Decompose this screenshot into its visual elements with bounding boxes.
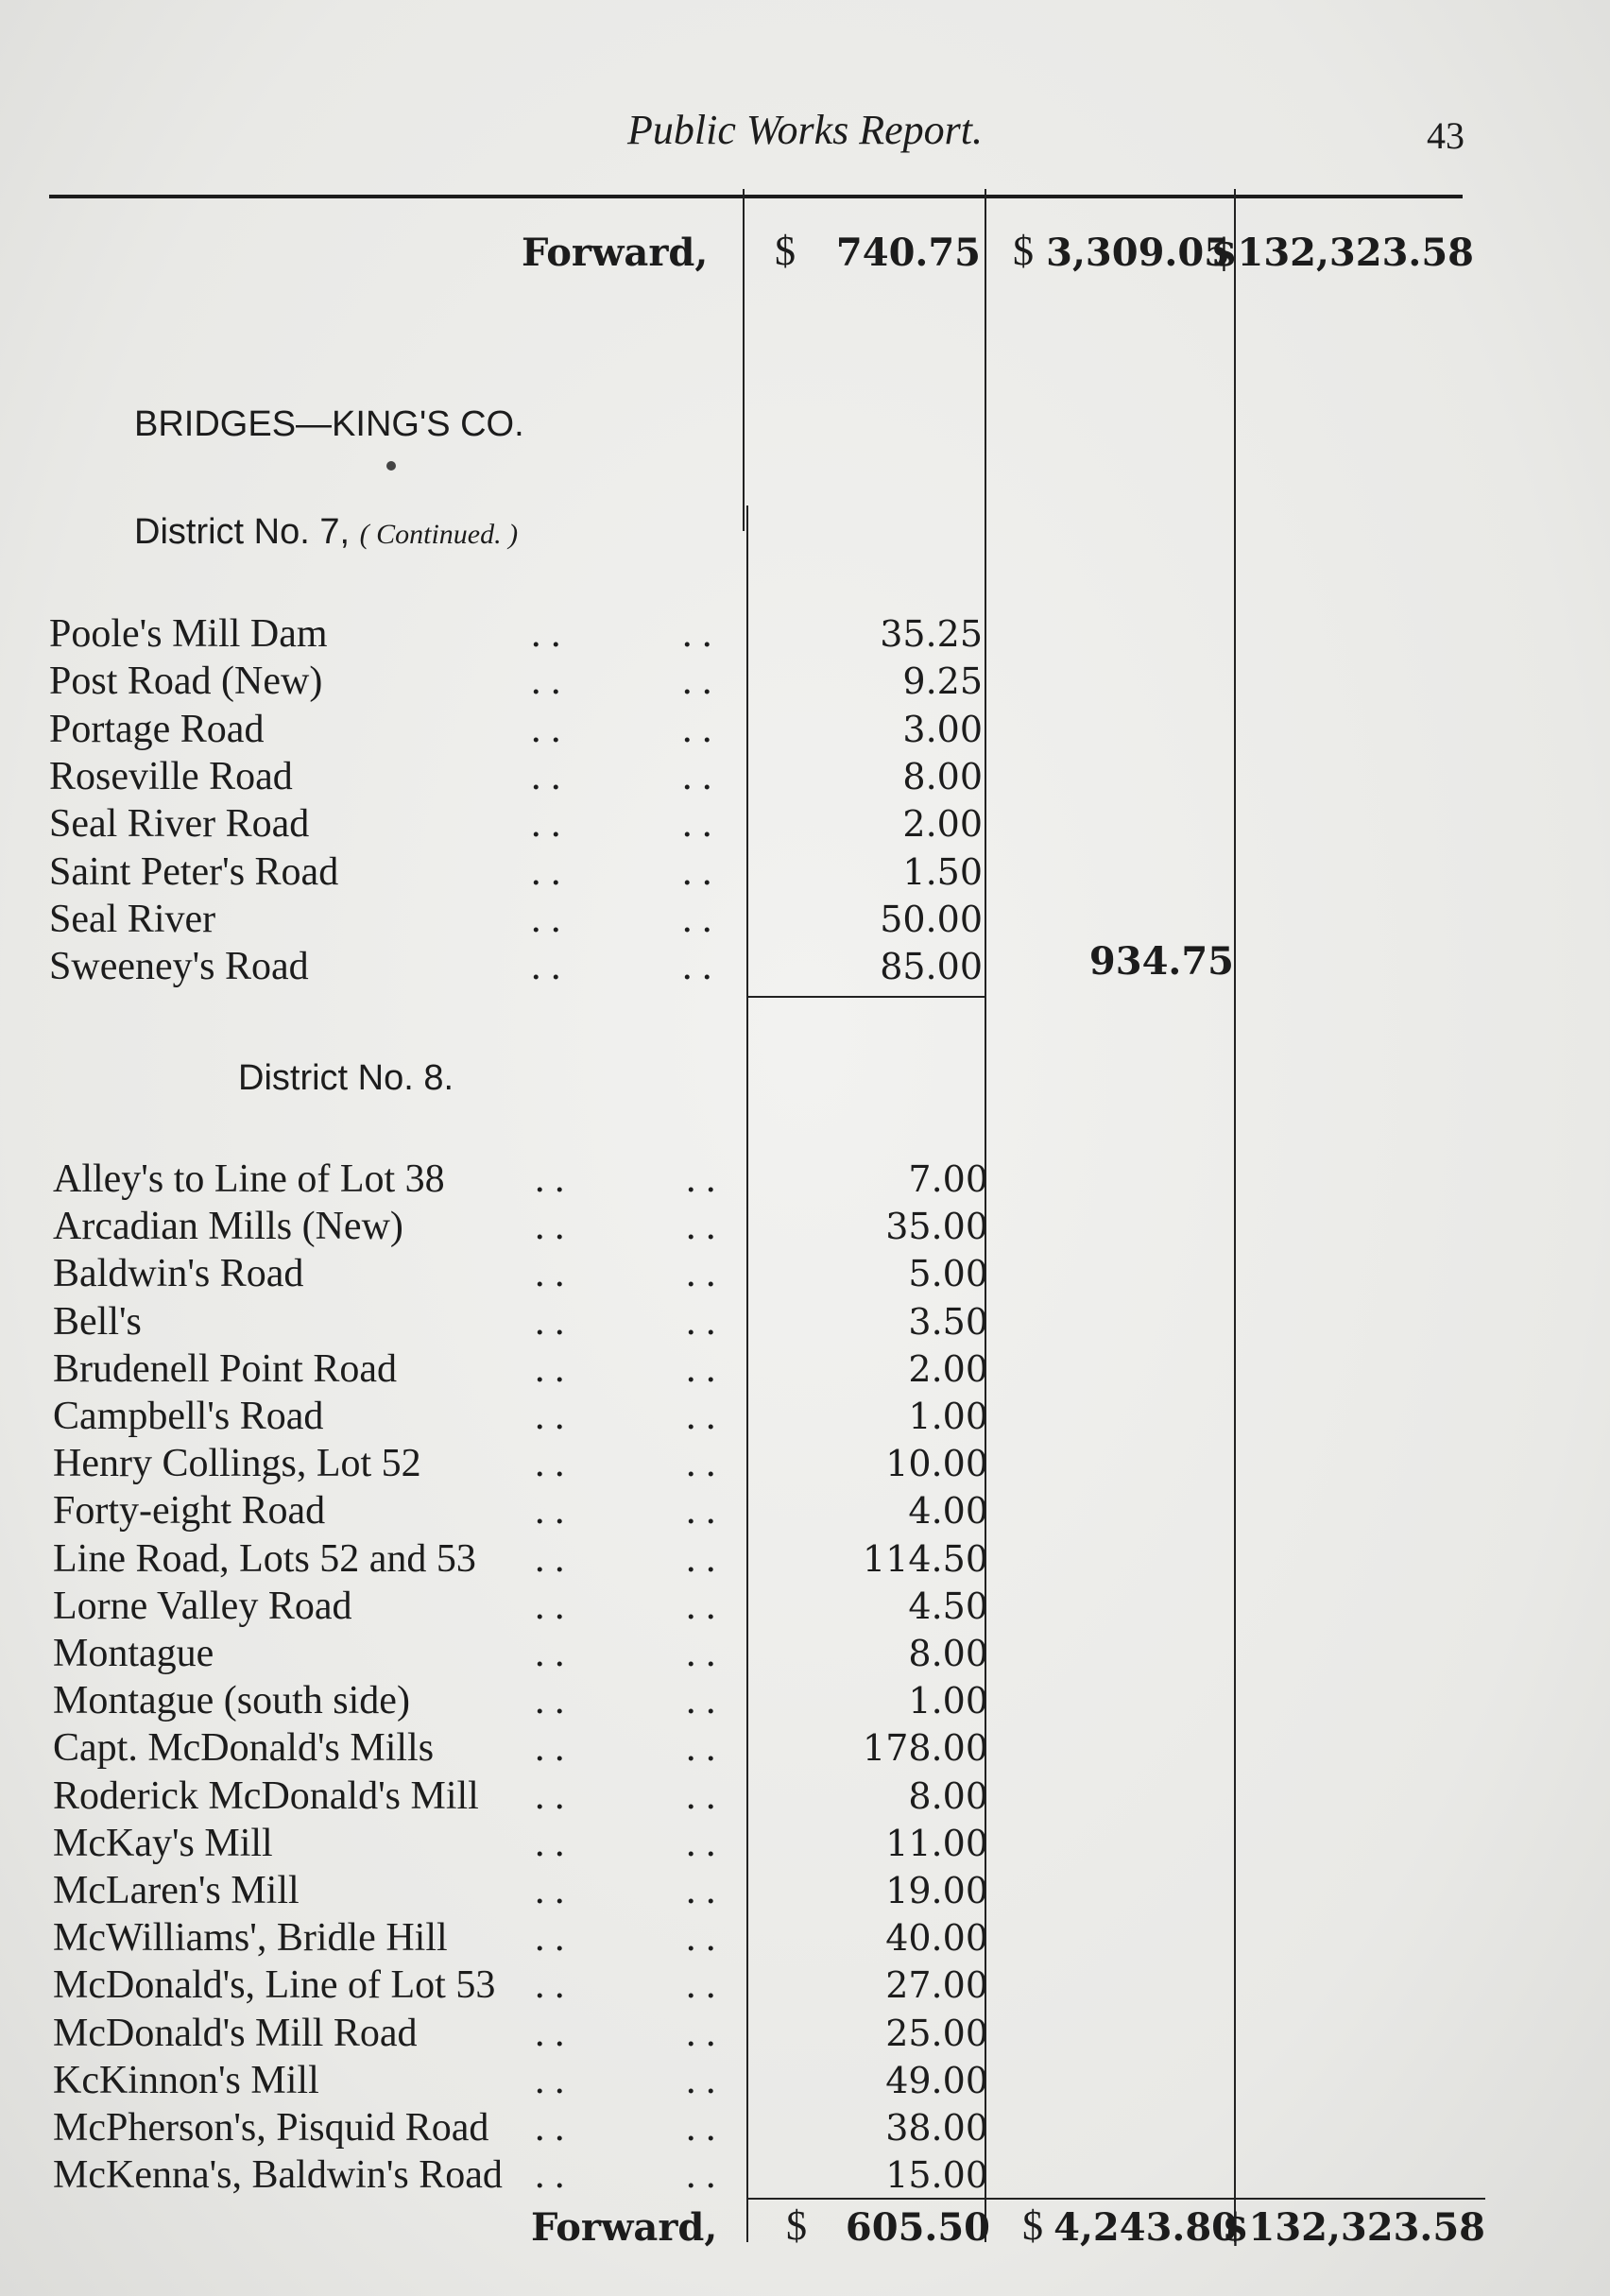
item-amount: 50.00 bbox=[880, 898, 983, 940]
leader-dots: . . bbox=[535, 1489, 565, 1534]
list-item bbox=[53, 1439, 988, 1488]
item-name: McPherson's, Pisquid Road bbox=[53, 2106, 489, 2150]
item-name: Montague (south side) bbox=[53, 1679, 410, 1723]
forward-col3: $132,323.58 bbox=[1210, 231, 1474, 275]
item-name: McLaren's Mill bbox=[53, 1869, 300, 1912]
district-7-title: District No. 7, bbox=[134, 512, 351, 552]
item-amount: 8.00 bbox=[908, 1774, 988, 1817]
item-amount: 178.00 bbox=[863, 1727, 988, 1770]
item-amount: 19.00 bbox=[885, 1870, 988, 1911]
item-amount: 49.00 bbox=[885, 2059, 988, 2101]
leader-dots: . . bbox=[535, 1299, 565, 1344]
district-7-heading bbox=[134, 512, 518, 553]
leader-dots: . . bbox=[535, 1205, 565, 1249]
item-name: Baldwin's Road bbox=[53, 1252, 304, 1296]
item-amount: 25.00 bbox=[885, 2012, 988, 2054]
forward-label: Forward, bbox=[531, 2205, 718, 2250]
leader-dots: . . bbox=[686, 1726, 716, 1771]
leader-dots: . . bbox=[535, 1632, 565, 1675]
leader-dots: . . bbox=[535, 2011, 565, 2055]
item-name: Line Road, Lots 52 and 53 bbox=[53, 1536, 476, 1581]
list-item bbox=[53, 1202, 988, 1251]
list-item bbox=[53, 1819, 988, 1868]
item-amount: 1.50 bbox=[902, 850, 983, 893]
currency-symbol: $ bbox=[775, 228, 796, 274]
leader-dots: . . bbox=[682, 849, 712, 894]
list-item bbox=[53, 2103, 988, 2152]
item-name: Arcadian Mills (New) bbox=[53, 1205, 403, 1249]
page-number: 43 bbox=[1427, 114, 1464, 157]
item-name: Sweeney's Road bbox=[49, 945, 309, 989]
item-name: Post Road (New) bbox=[49, 660, 323, 704]
subtotal-rule bbox=[748, 996, 985, 998]
item-amount: 3.50 bbox=[908, 1300, 988, 1343]
item-amount: 4.00 bbox=[908, 1490, 988, 1533]
leader-dots: . . bbox=[535, 1821, 565, 1865]
leader-dots: . . bbox=[531, 945, 561, 989]
currency-symbol: $ bbox=[1013, 228, 1034, 274]
item-name: Seal River bbox=[49, 897, 216, 941]
list-item bbox=[53, 1961, 988, 2010]
item-amount: 35.00 bbox=[885, 1206, 988, 1248]
column-rule bbox=[1234, 189, 1236, 2242]
forward-col1: 740.75 bbox=[835, 231, 981, 275]
leader-dots: . . bbox=[686, 1821, 716, 1865]
currency-symbol: $ bbox=[1022, 2202, 1043, 2249]
item-name: Montague bbox=[53, 1632, 214, 1675]
list-item bbox=[49, 752, 983, 801]
item-name: McKay's Mill bbox=[53, 1821, 273, 1865]
leader-dots: . . bbox=[686, 1869, 716, 1912]
district-7-subtotal: 934.75 bbox=[1088, 939, 1234, 984]
leader-dots: . . bbox=[686, 1489, 716, 1534]
leader-dots: . . bbox=[686, 1584, 716, 1628]
item-amount: 15.00 bbox=[885, 2154, 988, 2197]
item-amount: 2.00 bbox=[902, 803, 983, 846]
leader-dots: . . bbox=[682, 707, 712, 751]
item-name: Seal River Road bbox=[49, 802, 310, 847]
leader-dots: . . bbox=[686, 2058, 716, 2102]
leader-dots: . . bbox=[531, 897, 561, 941]
leader-dots: . . bbox=[686, 1395, 716, 1438]
item-name: Capt. McDonald's Mills bbox=[53, 1726, 435, 1771]
forward-col2: 4,243.80 bbox=[1053, 2205, 1238, 2250]
list-item bbox=[49, 895, 983, 944]
leader-dots: . . bbox=[535, 1963, 565, 2008]
item-amount: 8.00 bbox=[908, 1633, 988, 1674]
item-amount: 1.00 bbox=[908, 1396, 988, 1437]
list-item bbox=[53, 1345, 988, 1394]
leader-dots: . . bbox=[535, 1346, 565, 1391]
leader-dots: . . bbox=[686, 2011, 716, 2055]
leader-dots: . . bbox=[682, 945, 712, 989]
item-amount: 11.00 bbox=[885, 1822, 988, 1864]
item-name: McWilliams', Bridle Hill bbox=[53, 1916, 448, 1961]
leader-dots: . . bbox=[686, 1632, 716, 1675]
item-name: Campbell's Road bbox=[53, 1395, 324, 1438]
leader-dots: . . bbox=[535, 1252, 565, 1296]
leader-dots: . . bbox=[535, 1395, 565, 1438]
list-item bbox=[53, 1534, 988, 1584]
item-name: Brudenell Point Road bbox=[53, 1346, 397, 1391]
currency-symbol: $ bbox=[786, 2202, 807, 2249]
list-item bbox=[49, 705, 983, 754]
leader-dots: . . bbox=[682, 754, 712, 798]
leader-dots: . . bbox=[535, 1679, 565, 1723]
list-item bbox=[53, 1866, 988, 1915]
list-item bbox=[53, 1297, 988, 1346]
leader-dots: . . bbox=[686, 2153, 716, 2198]
item-name: Poole's Mill Dam bbox=[49, 612, 328, 656]
leader-dots: . . bbox=[686, 1346, 716, 1391]
list-item bbox=[49, 609, 983, 659]
leader-dots: . . bbox=[531, 802, 561, 847]
item-amount: 4.50 bbox=[908, 1585, 988, 1627]
leader-dots: . . bbox=[535, 1584, 565, 1628]
item-amount: 85.00 bbox=[880, 946, 983, 988]
list-item bbox=[53, 2150, 988, 2200]
leader-dots: . . bbox=[686, 1679, 716, 1723]
leader-dots: . . bbox=[531, 612, 561, 656]
item-name: Roseville Road bbox=[49, 754, 293, 798]
running-title: Public Works Report. bbox=[627, 107, 983, 153]
item-name: Alley's to Line of Lot 38 bbox=[53, 1157, 445, 1201]
leader-dots: . . bbox=[535, 1726, 565, 1771]
item-name: KcKinnon's Mill bbox=[53, 2058, 319, 2102]
leader-dots: . . bbox=[686, 2106, 716, 2150]
item-amount: 2.00 bbox=[908, 1347, 988, 1390]
item-amount: 8.00 bbox=[902, 755, 983, 797]
leader-dots: . . bbox=[682, 802, 712, 847]
list-item bbox=[53, 1582, 988, 1631]
item-name: Roderick McDonald's Mill bbox=[53, 1773, 479, 1818]
list-item bbox=[49, 799, 983, 848]
item-name: Bell's bbox=[53, 1299, 142, 1344]
forward-row-bottom bbox=[0, 2202, 1610, 2258]
top-rule bbox=[49, 195, 1463, 198]
leader-dots: . . bbox=[686, 1536, 716, 1581]
list-item bbox=[53, 1772, 988, 1821]
leader-dots: . . bbox=[535, 1916, 565, 1961]
leader-dots: . . bbox=[535, 2058, 565, 2102]
list-item bbox=[53, 2056, 988, 2105]
item-amount: 5.00 bbox=[908, 1253, 988, 1295]
list-item bbox=[53, 1155, 988, 1204]
item-amount: 9.25 bbox=[902, 660, 983, 703]
leader-dots: . . bbox=[535, 2106, 565, 2150]
section-heading: BRIDGES—KING'S CO. bbox=[134, 404, 524, 444]
forward-col2: 3,309.05 bbox=[1046, 231, 1230, 275]
item-name: McKenna's, Baldwin's Road bbox=[53, 2153, 503, 2198]
leader-dots: . . bbox=[535, 1536, 565, 1581]
forward-label: Forward, bbox=[522, 231, 709, 275]
list-item bbox=[53, 1629, 988, 1678]
item-amount: 114.50 bbox=[863, 1537, 988, 1580]
item-name: Henry Collings, Lot 52 bbox=[53, 1442, 421, 1486]
list-item bbox=[53, 1249, 988, 1298]
list-item bbox=[49, 657, 983, 706]
leader-dots: . . bbox=[686, 1442, 716, 1486]
item-amount: 1.00 bbox=[908, 1680, 988, 1722]
leader-dots: . . bbox=[535, 1869, 565, 1912]
leader-dots: . . bbox=[535, 1773, 565, 1818]
leader-dots: . . bbox=[682, 612, 712, 656]
leader-dots: . . bbox=[686, 1299, 716, 1344]
leader-dots: . . bbox=[686, 1205, 716, 1249]
list-item bbox=[53, 1486, 988, 1535]
leader-dots: . . bbox=[682, 660, 712, 704]
continued-note: ( Continued. ) bbox=[359, 519, 519, 550]
list-item bbox=[53, 1913, 988, 1962]
leader-dots: . . bbox=[686, 1252, 716, 1296]
leader-dots: . . bbox=[686, 1773, 716, 1818]
leader-dots: . . bbox=[682, 897, 712, 941]
section-dot bbox=[386, 461, 396, 471]
leader-dots: . . bbox=[535, 2153, 565, 2198]
leader-dots: . . bbox=[686, 1916, 716, 1961]
item-amount: 7.00 bbox=[908, 1158, 988, 1200]
forward-col3: $132,323.58 bbox=[1222, 2205, 1485, 2250]
leader-dots: . . bbox=[535, 1442, 565, 1486]
list-item bbox=[53, 1676, 988, 1725]
leader-dots: . . bbox=[531, 754, 561, 798]
item-amount: 27.00 bbox=[885, 1964, 988, 2007]
item-name: McDonald's, Line of Lot 53 bbox=[53, 1963, 496, 2008]
leader-dots: . . bbox=[535, 1157, 565, 1201]
item-amount: 40.00 bbox=[885, 1917, 988, 1960]
forward-col1: 605.50 bbox=[845, 2205, 990, 2250]
item-name: Portage Road bbox=[49, 707, 265, 751]
list-item bbox=[49, 942, 983, 991]
item-name: Forty-eight Road bbox=[53, 1489, 326, 1534]
item-amount: 3.00 bbox=[902, 708, 983, 750]
leader-dots: . . bbox=[686, 1963, 716, 2008]
list-item bbox=[53, 2009, 988, 2058]
item-name: Lorne Valley Road bbox=[53, 1584, 352, 1628]
leader-dots: . . bbox=[531, 849, 561, 894]
district-8-heading: District No. 8. bbox=[238, 1058, 454, 1098]
leader-dots: . . bbox=[531, 660, 561, 704]
leader-dots: . . bbox=[686, 1157, 716, 1201]
item-amount: 38.00 bbox=[885, 2107, 988, 2149]
list-item bbox=[53, 1392, 988, 1441]
item-amount: 35.25 bbox=[880, 613, 983, 655]
leader-dots: . . bbox=[531, 707, 561, 751]
item-amount: 10.00 bbox=[885, 1443, 988, 1485]
item-name: Saint Peter's Road bbox=[49, 849, 339, 894]
item-name: McDonald's Mill Road bbox=[53, 2011, 418, 2055]
list-item bbox=[53, 1723, 988, 1773]
forward-row-top bbox=[0, 228, 1610, 283]
list-item bbox=[49, 848, 983, 897]
